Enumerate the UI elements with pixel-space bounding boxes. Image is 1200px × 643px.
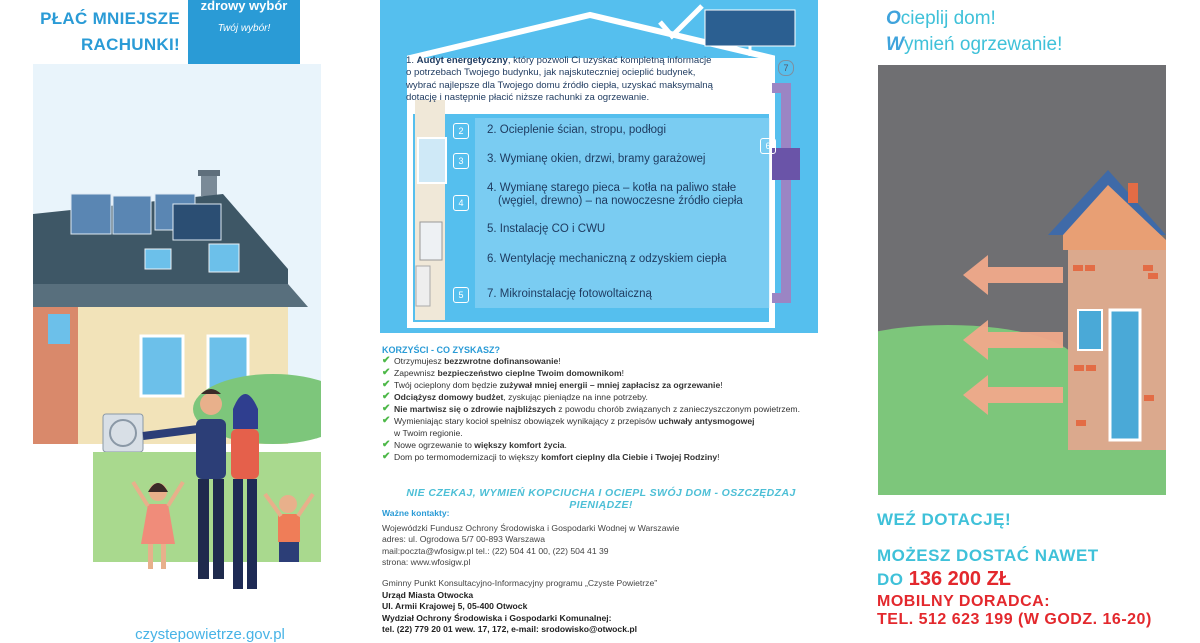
heat-loss-svg [878,65,1166,495]
intro-line-2: o potrzebach Twojego budynku, jak najskuteczniej ocieplić budynek, [406,67,696,79]
intro-line-3: wybrać najlepsze dla Twojego domu źródło ciepła, uzyskać maksymalną [406,79,713,91]
intro-paragraph: 1. Audyt energetyczny, który pozwoli Ci uzyskać kompletną informacje o potrzebach Twojego budynku, jak najskuteczniej ocieplić budynek, wybrać najlepsze dla Twojego domu źródło ciepła, uzyskać maksymalną dotację i następnie płacić niższe rachunki za ogrzewanie. [406,55,774,113]
check-icon: ✔ [382,391,391,402]
benefit-item: ✔ Odciążysz domowy budżet, zyskując pieniądze na inne potrzeby. [382,391,648,402]
benefits-heading: KORZYŚCI - CO ZYSKASZ? [382,345,501,355]
logo-slogan: Twój wybór! [217,23,271,34]
step-7: 7. Mikroinstalację fotowoltaiczną [487,288,652,300]
check-icon: ✔ [382,355,391,366]
advisor-phone[interactable]: TEL. 512 623 199 (W GODZ. 16-20) [877,611,1152,628]
contact-line: adres: ul. Ogrodowa 5/7 00-893 Warszawa [382,534,546,545]
benefit-item: ✔ Dom po termomodernizacji to większy komfort cieplny dla Ciebie i Twojej Rodziny! [382,451,720,462]
intro-line-4: dotację i następnie płacić niższe rachunki za ogrzewanie. [406,92,650,104]
right-headline [886,6,1062,58]
contact-line: Wojewódzki Fundusz Ochrony Środowiska i Gospodarki Wodnej w Warszawie [382,522,680,533]
amount-line [877,568,1177,591]
benefit-item-cont: w Twoim regionie. [394,428,463,438]
headline-cap: W [886,34,904,55]
headline-line-2: RACHUNKI! [80,35,180,54]
step-badge: 7 [778,60,794,76]
contact-line: Urząd Miasta Otwocka [382,589,474,600]
check-icon: ✔ [382,379,391,390]
step-6: 6. Wentylację mechaniczną z odzyskiem ciepła [487,253,727,265]
contacts-section [382,508,820,636]
step-badge: 3 [453,153,469,169]
benefit-item: ✔ Nie martwisz się o zdrowie najbliższych z powodu chorób związanych z zanieczyszczonym powietrzem. [382,403,800,414]
contact-line[interactable]: tel. (22) 779 20 01 wew. 17, 172, e-mail: srodowisko@otwock.pl [382,624,637,635]
step-4-cont: (węgiel, drewno) – na nowoczesne źródło ciepła [498,195,743,207]
take-subsidy: WEŹ DOTACJĘ! [877,510,1012,529]
contact-line: Gminny Punkt Konsultacyjno-Informacyjny programu „Czyste Powietrze” [382,577,658,588]
step-2: 2. Ocieplenie ścian, stropu, podłogi [487,124,666,136]
step-badge: 5 [453,287,469,303]
benefit-item: ✔ Twój ocieplony dom będzie zużywał mniej energii – mniej zapłacisz za ogrzewanie! [382,379,723,390]
check-icon: ✔ [382,451,391,462]
check-icon: ✔ [382,439,391,450]
heat-loss-illustration [878,65,1166,495]
benefits-section [382,345,820,463]
upto-label: DO [877,570,909,589]
check-icon: ✔ [382,403,391,414]
subsidy-info [877,510,1177,629]
intro-bold: Audyt energetyczny [416,55,508,66]
contact-line: Ul. Armii Krajowej 5, 05-400 Otwock [382,601,528,612]
check-icon: ✔ [382,415,391,426]
step-5: 5. Instalację CO i CWU [487,223,606,235]
step-badge: 6 [760,138,776,154]
step-badge: 2 [453,123,469,139]
step-4: 4. Wymianę starego pieca – kotła na paliwo stałe [487,182,737,194]
contact-line[interactable]: strona: www.wfosigw.pl [382,557,471,568]
left-headline [30,6,180,58]
logo-text: zdrowy wybór [200,0,288,13]
website-link[interactable]: czystepowietrze.gov.pl [135,626,285,643]
mobile-advisor: MOBILNY DORADCA: [877,593,1051,610]
benefit-item: ✔ Zapewnisz bezpieczeństwo cieplne Twoim domownikom! [382,367,625,378]
headline-cap: O [886,8,901,29]
subsidy-amount: 136 200 ZŁ [908,568,1012,590]
contact-line[interactable]: mail:poczta@wfosigw.pl tel.: (22) 504 41 00, (22) 504 41 39 [382,545,609,556]
house-svg [33,64,321,624]
check-icon: ✔ [382,367,391,378]
step-badge: 4 [453,195,469,211]
slogan: NIE CZEKAJ, WYMIEŃ KOPCIUCHA I OCIEPL SWÓJ DOM - OSZCZĘDZAJ PIENIĄDZE! [406,487,796,511]
headline-line-1: PŁAĆ MNIEJSZE [40,9,180,28]
family-house-illustration [33,64,321,624]
house-steps-diagram [380,0,818,333]
program-logo [188,0,300,64]
can-get: MOŻESZ DOSTAĆ NAWET [877,546,1099,565]
headline-rest: cieplij dom! [900,8,996,29]
benefit-item: ✔ Otrzymujesz bezzwrotne dofinansowanie! [382,355,561,366]
contacts-heading: Ważne kontakty: [382,508,450,518]
step-3: 3. Wymianę okien, drzwi, bramy garażowej [487,153,706,165]
contact-line: Wydział Ochrony Środowiska i Gospodarki Komunalnej: [382,612,612,623]
headline-rest: ymień ogrzewanie! [903,34,1063,55]
benefit-item: ✔ Nowe ogrzewanie to większy komfort życia. [382,439,567,450]
benefit-item: ✔ Wymieniając stary kocioł spełnisz obowiązek wynikający z przepisów uchwały antysmogowej [382,415,755,426]
house-outline-svg [380,0,818,333]
